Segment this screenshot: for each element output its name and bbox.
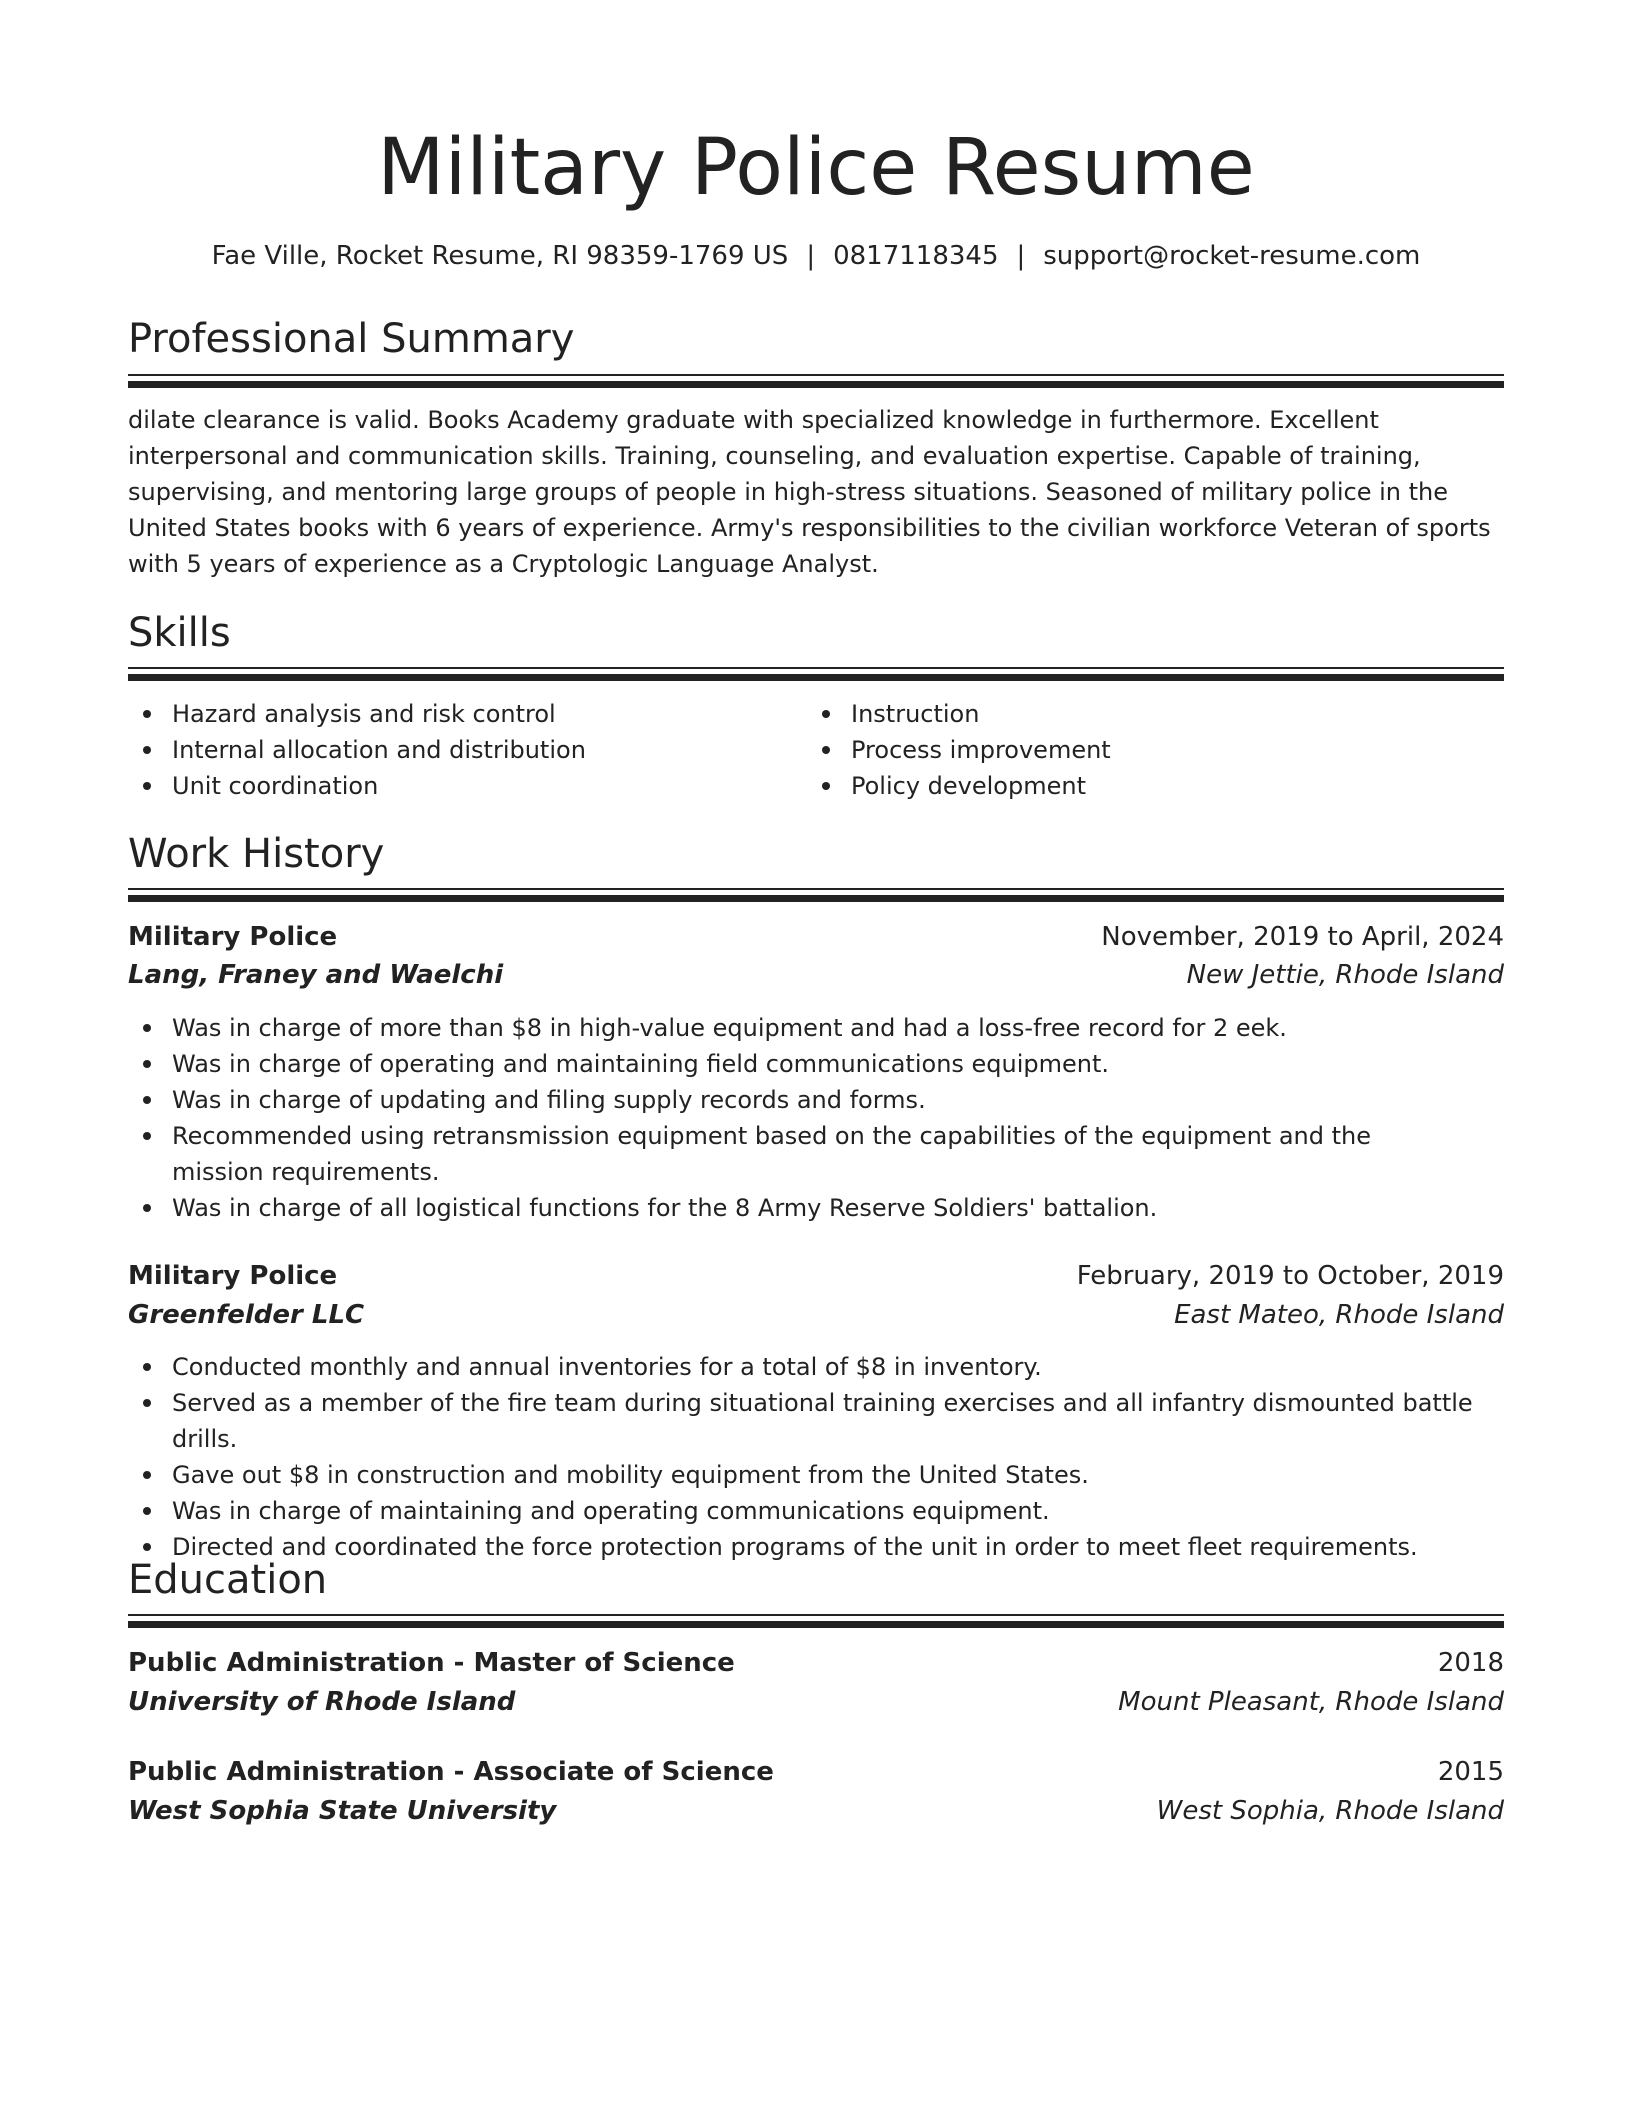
job-location: East Mateo, Rhode Island bbox=[1174, 1300, 1504, 1330]
job-bullet: Recommended using retransmission equipment based on the capabilities of the equipment and the mission requirements. bbox=[128, 1118, 1504, 1190]
skill-item: Process improvement bbox=[807, 732, 1504, 768]
section-divider bbox=[128, 1621, 1504, 1628]
summary-section-header bbox=[128, 314, 1504, 364]
section-divider bbox=[128, 674, 1504, 681]
job-location: New Jettie, Rhode Island bbox=[1186, 960, 1504, 990]
job-bullet: Was in charge of maintaining and operating communications equipment. bbox=[128, 1493, 1504, 1529]
section-divider bbox=[128, 381, 1504, 388]
summary-text: dilate clearance is valid. Books Academy graduate with specialized knowledge in furthermore. Excellent interpersonal and communication skills. Training, counseling, and evaluation expertise. Capable of training, supervising, and mentoring large groups of people in high-stress situations. Seasoned of military police in the United States books with 6 years of experience. Army's responsibilities to the civilian workforce Veteran of sports with 5 years of experience as a Cryptologic Language Analyst. bbox=[128, 406, 1491, 578]
contact-email[interactable]: support@rocket-resume.com bbox=[1043, 241, 1421, 271]
contact-line bbox=[128, 238, 1504, 274]
section-divider bbox=[128, 374, 1504, 376]
education-degree: Public Administration - Associate of Science bbox=[128, 1757, 774, 1787]
education-location: Mount Pleasant, Rhode Island bbox=[1118, 1687, 1504, 1717]
job-dates: February, 2019 to October, 2019 bbox=[1076, 1261, 1504, 1291]
education-subheader bbox=[128, 1682, 1504, 1722]
education-section-header bbox=[128, 1555, 1504, 1605]
section-divider bbox=[128, 895, 1504, 902]
section-divider bbox=[128, 888, 1504, 890]
job-bullet: Was in charge of all logistical functions for the 8 Army Reserve Soldiers' battalion. bbox=[128, 1190, 1504, 1226]
job-bullet: Was in charge of more than $8 in high-value equipment and had a loss-free record for 2 eek. bbox=[128, 1010, 1504, 1046]
job-company: Lang, Franey and Waelchi bbox=[128, 960, 504, 990]
job-bullet: Directed and coordinated the force protection programs of the unit in order to meet fleet requirements. bbox=[128, 1529, 1504, 1565]
education-year: 2015 bbox=[1437, 1757, 1504, 1787]
job-bullets bbox=[128, 1349, 1504, 1565]
skill-item: Internal allocation and distribution bbox=[128, 732, 788, 768]
education-header bbox=[128, 1752, 1504, 1792]
job-bullets bbox=[128, 1010, 1504, 1226]
education-degree: Public Administration - Master of Science bbox=[128, 1648, 735, 1678]
education-subheader bbox=[128, 1791, 1504, 1831]
skill-item: Hazard analysis and risk control bbox=[128, 696, 788, 732]
job-subheader bbox=[128, 1295, 1504, 1335]
contact-separator: | bbox=[1016, 241, 1026, 271]
job-bullet: Conducted monthly and annual inventories for a total of $8 in inventory. bbox=[128, 1349, 1504, 1385]
job-company: Greenfelder LLC bbox=[128, 1300, 365, 1330]
job-dates: November, 2019 to April, 2024 bbox=[1101, 922, 1504, 952]
summary-heading: Professional Summary bbox=[128, 316, 575, 362]
job-bullet: Was in charge of updating and filing supply records and forms. bbox=[128, 1082, 1504, 1118]
skills-list-right bbox=[807, 696, 1504, 804]
contact-phone: 0817118345 bbox=[833, 241, 999, 271]
skills-heading: Skills bbox=[128, 610, 231, 656]
skills-list-left bbox=[128, 696, 788, 804]
education-heading: Education bbox=[128, 1557, 328, 1603]
job-bullet: Was in charge of operating and maintaining field communications equipment. bbox=[128, 1046, 1504, 1082]
contact-separator: | bbox=[806, 241, 816, 271]
education-school: University of Rhode Island bbox=[128, 1687, 516, 1717]
job-header bbox=[128, 917, 1504, 957]
resume-title: Military Police Resume bbox=[377, 123, 1255, 213]
skill-item: Instruction bbox=[807, 696, 1504, 732]
section-divider bbox=[128, 1614, 1504, 1616]
job-header bbox=[128, 1256, 1504, 1296]
section-divider bbox=[128, 667, 1504, 669]
work-section-header bbox=[128, 829, 1504, 879]
contact-address: Fae Ville, Rocket Resume, RI 98359-1769 US bbox=[211, 241, 789, 271]
skill-item: Unit coordination bbox=[128, 768, 788, 804]
job-bullet: Gave out $8 in construction and mobility equipment from the United States. bbox=[128, 1457, 1504, 1493]
education-location: West Sophia, Rhode Island bbox=[1156, 1796, 1504, 1826]
skills-section-header bbox=[128, 608, 1504, 658]
work-heading: Work History bbox=[128, 831, 385, 877]
skill-item: Policy development bbox=[807, 768, 1504, 804]
job-title: Military Police bbox=[128, 922, 338, 952]
job-bullet: Served as a member of the fire team during situational training exercises and all infantry dismounted battle drills. bbox=[128, 1385, 1504, 1457]
job-subheader bbox=[128, 955, 1504, 995]
job-title: Military Police bbox=[128, 1261, 338, 1291]
education-year: 2018 bbox=[1437, 1648, 1504, 1678]
education-school: West Sophia State University bbox=[128, 1796, 557, 1826]
education-header bbox=[128, 1643, 1504, 1683]
